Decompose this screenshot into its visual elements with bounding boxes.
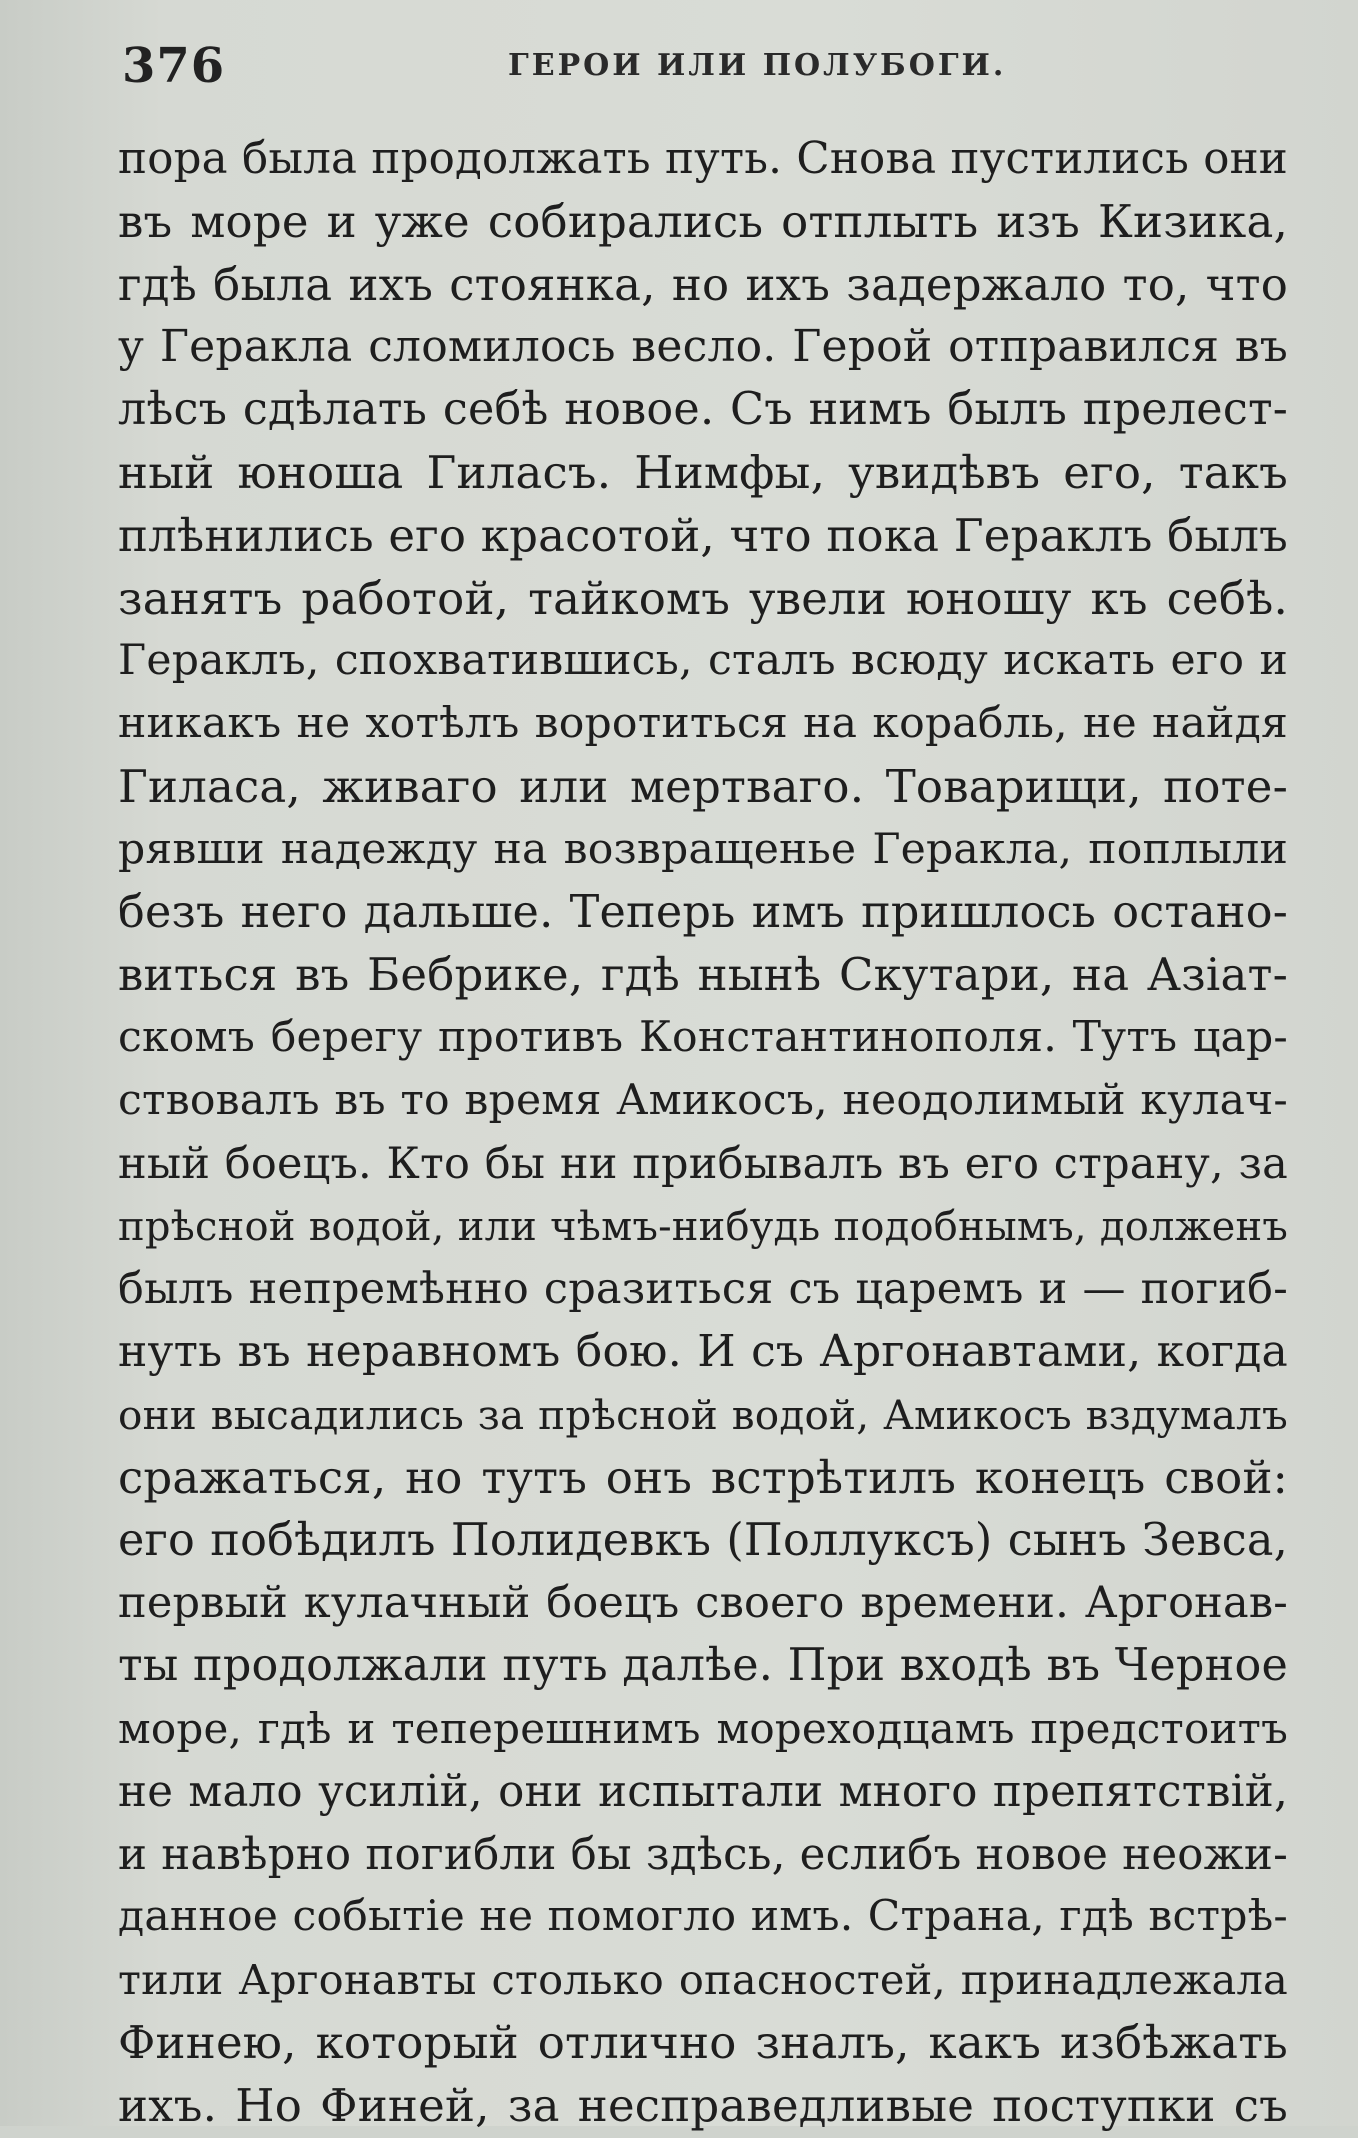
text-line: Финею, который отлично зналъ, какъ избѣжать [118, 2015, 1288, 2069]
text-line: сражаться, но тутъ онъ встрѣтилъ конецъ свой: [118, 1450, 1288, 1504]
text-line: нуть въ неравномъ бою. И съ Аргонавтами, когда [118, 1326, 1288, 1378]
text-line: занятъ работой, тайкомъ увели юношу къ себѣ. [118, 571, 1288, 625]
text-line: виться въ Бебрике, гдѣ нынѣ Скутари, на Азіат- [118, 948, 1288, 1002]
text-line: ствовалъ въ то время Амикосъ, неодолимый кулач- [118, 1075, 1288, 1125]
text-line: былъ непремѣнно сразиться съ царемъ и — погиб- [118, 1264, 1288, 1315]
text-line: никакъ не хотѣлъ воротиться на корабль, не найдя [118, 699, 1288, 749]
text-line: ты продолжали путь далѣе. При входѣ въ Черное [118, 1640, 1288, 1692]
text-line: ный боецъ. Кто бы ни прибывалъ въ его страну, за [118, 1138, 1288, 1189]
text-line: въ море и уже собирались отплыть изъ Кизика, [118, 194, 1288, 248]
text-line: рявши надежду на возвращенье Геракла, поплыли [118, 824, 1288, 874]
text-line: плѣнились его красотой, что пока Гераклъ былъ [118, 508, 1288, 562]
text-line: и навѣрно погибли бы здѣсь, еслибъ новое неожи- [118, 1829, 1288, 1880]
text-line: море, гдѣ и теперешнимъ мореходцамъ предстоитъ [118, 1703, 1288, 1753]
text-line: прѣсной водой, или чѣмъ-нибудь подобнымъ, долженъ [118, 1203, 1288, 1250]
text-line: они высадились за прѣсной водой, Амикосъ вздумалъ [118, 1390, 1288, 1439]
page-number: 376 [122, 38, 226, 94]
text-line: гдѣ была ихъ стоянка, но ихъ задержало то, что [118, 257, 1288, 311]
text-line: ихъ. Но Финей, за несправедливые поступки съ [118, 2078, 1288, 2132]
text-line: у Геракла сломилось весло. Герой отправился въ [118, 321, 1288, 373]
running-title: ГЕРОИ ИЛИ ПОЛУБОГИ. [508, 48, 1007, 83]
text-line: Гераклъ, спохватившись, сталъ всюду искать его и [118, 636, 1288, 686]
text-line: не мало усилій, они испытали много препятствій, [118, 1766, 1288, 1817]
text-line: первый кулачный боецъ своего времени. Аргонав- [118, 1578, 1288, 1629]
text-line: тили Аргонавты столько опасностей, принадлежала [118, 1955, 1288, 2005]
text-line: его побѣдилъ Полидевкъ (Поллуксъ) сынъ Зевса, [118, 1514, 1288, 1566]
text-line: скомъ берегу противъ Константинополя. Тутъ цар- [118, 1013, 1288, 1063]
body-text [118, 128, 1288, 2138]
text-line: пора была продолжать путь. Снова пустились они [118, 134, 1288, 184]
text-line: ный юноша Гиласъ. Нимфы, увидѣвъ его, такъ [118, 445, 1288, 499]
text-line: лѣсъ сдѣлать себѣ новое. Съ нимъ былъ прелест- [118, 384, 1288, 436]
page-header [118, 36, 1278, 96]
text-line: данное событіе не помогло имъ. Страна, гдѣ встрѣ- [118, 1892, 1288, 1942]
text-line: безъ него дальше. Теперь имъ пришлось остано- [118, 886, 1288, 938]
text-line: Гиласа, живаго или мертваго. Товарищи, поте- [118, 759, 1288, 813]
